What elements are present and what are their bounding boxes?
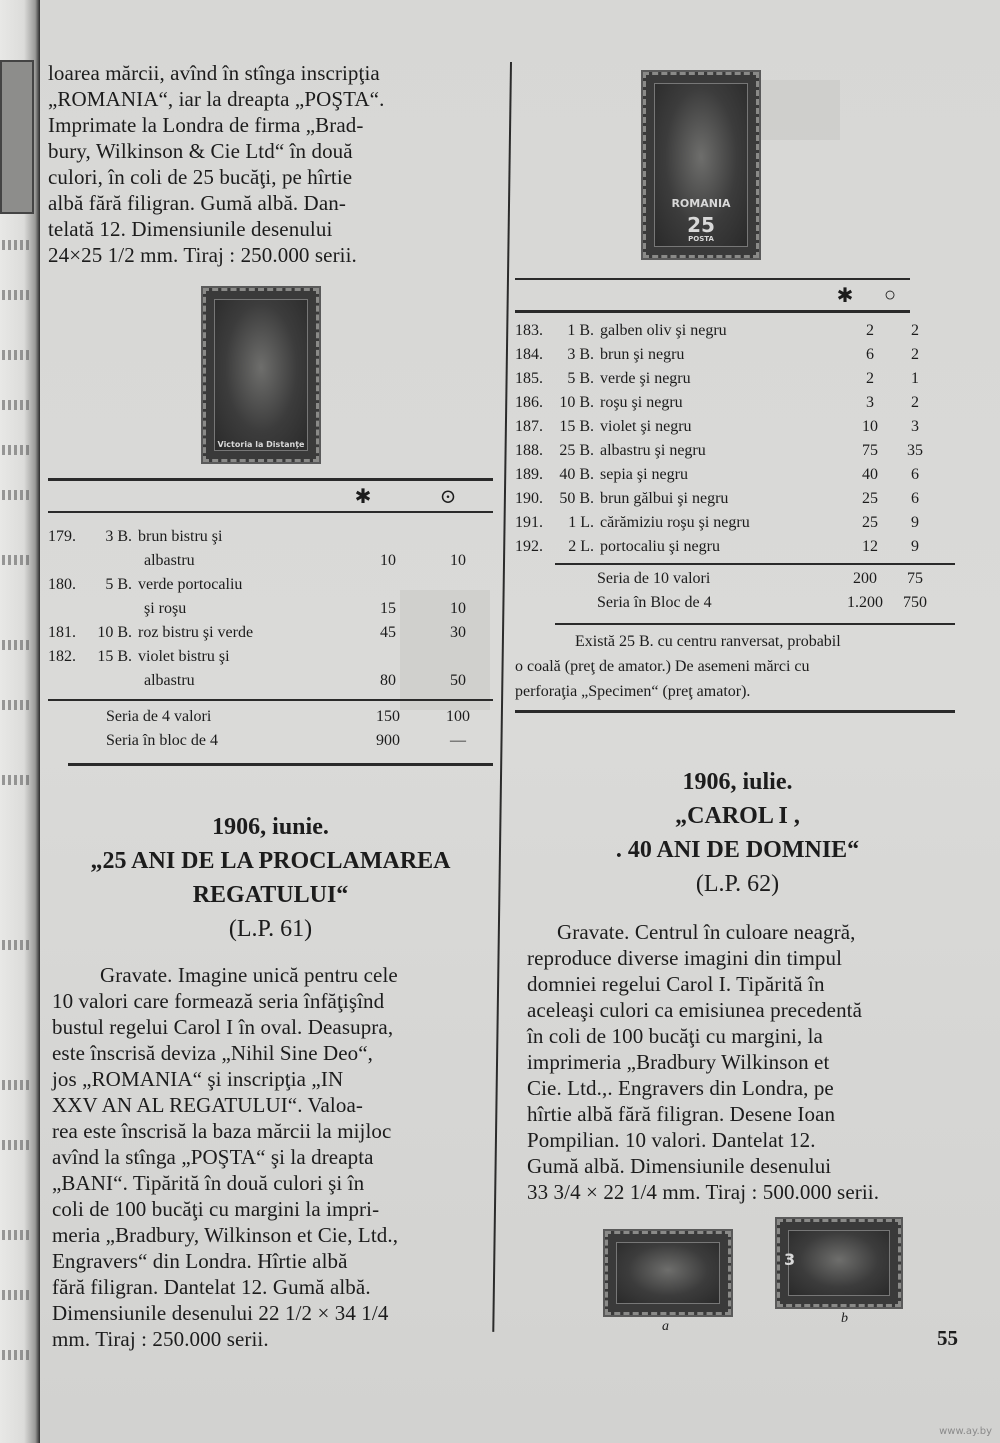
mint-column-header: ✱	[836, 284, 854, 307]
mint-total: 1.200	[847, 594, 883, 611]
face-value: 10 B.	[559, 394, 594, 411]
face-value: 40 B.	[559, 466, 594, 483]
face-value: 50 B.	[559, 490, 594, 507]
totals-row	[48, 729, 493, 753]
stamp-country: ROMANIA	[671, 197, 731, 210]
mint-price: 10	[380, 552, 396, 569]
totals-label: Seria de 10 valori	[597, 570, 711, 587]
table-row	[515, 487, 935, 511]
note-line: o coală (preţ de amator.) De asemeni mărci cu	[515, 658, 810, 675]
table-row	[515, 535, 935, 559]
text-line: hîrtie albă fără filigran. Desene Ioan	[527, 1102, 836, 1126]
used-price: 2	[911, 394, 919, 411]
previous-page-image	[0, 60, 34, 214]
text-line: Engravers“ din Londra. Hîrtie albă	[52, 1249, 348, 1273]
mint-price: 3	[866, 394, 874, 411]
text-line: „BANI“. Tipărită în două culori şi în	[52, 1171, 365, 1195]
face-value: 15 B.	[559, 418, 594, 435]
face-value: 2 L.	[568, 538, 594, 555]
face-value: 15 B.	[97, 648, 132, 665]
text-line: meria „Bradbury, Wilkinson et Cie, Ltd.,	[52, 1223, 399, 1247]
totals-row	[515, 591, 935, 615]
section-title: „CAROL I ,	[675, 803, 800, 829]
text-line: jos „ROMANIA“ şi inscripţia „IN	[52, 1067, 344, 1091]
color-description: brun şi negru	[600, 346, 685, 363]
catalog-number: 186.	[515, 394, 543, 411]
used-price: 10	[450, 552, 466, 569]
stamp-caption-a: a	[662, 1319, 669, 1334]
used-price: 6	[911, 490, 919, 507]
catalog-number: 181.	[48, 624, 76, 641]
text-fragment	[2, 555, 30, 565]
text-line: bustul regelui Carol I în oval. Deasupra,	[52, 1015, 394, 1039]
totals-rule	[48, 699, 493, 701]
table-row	[48, 621, 493, 645]
table-row	[515, 415, 935, 439]
table-row	[515, 463, 935, 487]
used-total: 100	[446, 708, 470, 725]
text-line: 33 3/4 × 22 1/4 mm. Tiraj : 500.000 serii.	[527, 1180, 880, 1204]
face-value: 25 B.	[559, 442, 594, 459]
mint-price: 80	[380, 672, 396, 689]
stamp-vignette	[214, 299, 308, 451]
table-row	[515, 439, 935, 463]
table-header	[48, 481, 493, 511]
color-description: roz bistru şi verde	[138, 624, 254, 641]
text-line: fără filigran. Dantelat 12. Gumă albă.	[52, 1275, 371, 1299]
stamp-image-a	[605, 1231, 731, 1315]
body-paragraph	[48, 962, 493, 1352]
table-row	[515, 391, 935, 415]
stamp-value: 3	[784, 1250, 796, 1269]
mint-price: 15	[380, 600, 396, 617]
stamp-image-victory	[203, 288, 319, 462]
catalog-number: 185.	[515, 370, 543, 387]
catalog-number: 179.	[48, 528, 76, 545]
mint-total: 150	[376, 708, 400, 725]
color-description: violet bistru şi albastru	[138, 648, 230, 689]
text-line: Cie. Ltd.,. Engravers din Londra, pe	[527, 1076, 834, 1100]
color-description: verde şi negru	[600, 370, 691, 387]
face-value: 1 L.	[568, 514, 594, 531]
text-fragment	[2, 400, 30, 410]
used-price: 3	[911, 418, 919, 435]
text-fragment	[2, 700, 30, 710]
table-row	[48, 645, 493, 693]
catalog-number: 191.	[515, 514, 543, 531]
used-price: 2	[911, 346, 919, 363]
text-line: Gravate. Imagine unică pentru cele	[100, 963, 398, 987]
face-value: 1 B.	[567, 322, 594, 339]
used-price: 2	[911, 322, 919, 339]
text-line: XXV AN AL REGATULUI“. Valoa-	[52, 1093, 363, 1117]
text-line: Imprimate la Londra de firma „Brad-	[48, 113, 364, 137]
text-fragment	[2, 1140, 30, 1150]
right-column	[515, 60, 975, 1341]
used-price: 10	[450, 600, 466, 617]
price-table-left	[48, 525, 493, 693]
catalog-number: 190.	[515, 490, 543, 507]
text-line: rea este înscrisă la baza mărcii la mijloc	[52, 1119, 392, 1143]
text-line: 10 valori care formează seria înfăţişînd	[52, 989, 385, 1013]
text-line: avînd la stînga „POŞTA“ şi la dreapta	[52, 1145, 374, 1169]
text-line: telată 12. Dimensiunile desenului	[48, 217, 333, 241]
mint-price: 12	[862, 538, 878, 555]
catalog-number: 180.	[48, 576, 76, 593]
text-line: culori, în coli de 25 bucăţi, pe hîrtie	[48, 165, 353, 189]
note-line: perforaţia „Specimen“ (preţ amator).	[515, 683, 751, 700]
table-row	[515, 343, 935, 367]
mint-price: 2	[866, 370, 874, 387]
notes-paragraph	[515, 629, 960, 704]
face-value: 5 B.	[567, 370, 594, 387]
totals-table-left	[48, 705, 493, 753]
stamp-caption-b: b	[841, 1311, 848, 1326]
table-row	[515, 319, 935, 343]
mint-price: 25	[862, 490, 878, 507]
color-description: verde portocaliu şi roşu	[138, 576, 243, 617]
mint-total: 200	[853, 570, 877, 587]
column-divider	[492, 62, 512, 1332]
used-price: 30	[450, 624, 466, 641]
mint-column-header: ✱	[354, 485, 372, 508]
table-row	[515, 367, 935, 391]
mint-price: 6	[866, 346, 874, 363]
used-price: 9	[911, 538, 919, 555]
used-total: —	[450, 732, 466, 749]
text-line: este înscrisă deviza „Nihil Sine Deo“,	[52, 1041, 374, 1065]
catalog-number: 187.	[515, 418, 543, 435]
text-line: aceleaşi culori ca emisiunea precedentă	[527, 998, 863, 1022]
section-title: „25 ANI DE LA PROCLAMAREA	[90, 848, 451, 874]
note-line: Există 25 B. cu centru ranversat, probabil	[575, 633, 841, 650]
used-price: 9	[911, 514, 919, 531]
intro-paragraph	[48, 60, 493, 268]
text-fragment	[2, 1230, 30, 1240]
section-title: REGATULUI“	[192, 882, 349, 908]
face-value: 5 B.	[105, 576, 132, 593]
color-description: cărămiziu roşu şi negru	[600, 514, 750, 531]
text-line: Gumă albă. Dimensiunile desenului	[527, 1154, 832, 1178]
table-row	[515, 511, 935, 535]
section-date: 1906, iunie.	[212, 814, 329, 840]
text-fragment	[2, 350, 30, 360]
text-fragment	[2, 940, 30, 950]
totals-label: Seria de 4 valori	[106, 708, 212, 725]
catalog-reference: (L.P. 62)	[695, 871, 780, 897]
color-description: galben oliv şi negru	[600, 322, 727, 339]
used-column-header: ○	[883, 283, 897, 306]
totals-row	[515, 567, 935, 591]
used-price: 6	[911, 466, 919, 483]
left-column	[48, 60, 493, 1352]
text-fragment	[2, 1350, 30, 1360]
table-header	[515, 280, 910, 310]
face-value: 3 B.	[105, 528, 132, 545]
text-line: bury, Wilkinson & Cie Ltd“ în două	[48, 139, 353, 163]
mint-price: 75	[862, 442, 878, 459]
totals-label: Seria în bloc de 4	[106, 732, 218, 749]
color-description: brun gălbui şi negru	[600, 490, 729, 507]
text-line: reproduce diverse imagini din timpul	[527, 946, 843, 970]
catalog-reference: (L.P. 61)	[228, 916, 313, 942]
text-fragment	[2, 290, 30, 300]
mint-price: 2	[866, 322, 874, 339]
catalog-number: 189.	[515, 466, 543, 483]
mint-price: 45	[380, 624, 396, 641]
stamp-image-25-bani	[643, 72, 759, 258]
mint-price: 10	[862, 418, 878, 435]
body-paragraph	[515, 919, 967, 1205]
mint-price: 40	[862, 466, 878, 483]
catalog-page	[40, 0, 1000, 1443]
face-value: 3 B.	[567, 346, 594, 363]
text-line: Pompilian. 10 valori. Dantelat 12.	[527, 1128, 816, 1152]
catalog-number: 184.	[515, 346, 543, 363]
text-line: în coli de 100 bucăţi cu margini, la	[527, 1024, 823, 1048]
page-number: 55	[937, 1326, 958, 1350]
color-description: brun bistru şi albastru	[138, 528, 223, 569]
text-line: Gravate. Centrul în culoare neagră,	[557, 920, 856, 944]
text-line: mm. Tiraj : 250.000 serii.	[52, 1327, 269, 1351]
color-description: sepia şi negru	[600, 466, 688, 483]
totals-row	[48, 705, 493, 729]
color-description: portocaliu şi negru	[600, 538, 720, 555]
text-fragment	[2, 1080, 30, 1090]
price-table-right	[515, 319, 935, 559]
text-fragment	[2, 445, 30, 455]
face-value: 10 B.	[97, 624, 132, 641]
text-line: imprimeria „Bradbury Wilkinson et	[527, 1050, 830, 1074]
color-description: albastru şi negru	[600, 442, 706, 459]
text-line: 24×25 1/2 mm. Tiraj : 250.000 serii.	[48, 243, 357, 267]
used-price: 1	[911, 370, 919, 387]
totals-table-right	[515, 567, 935, 615]
stamp-vignette	[616, 1242, 720, 1304]
text-line: albă fără filigran. Gumă albă. Dan-	[48, 191, 346, 215]
stamp-posta: POSTA	[688, 235, 714, 243]
table-row	[48, 525, 493, 573]
catalog-number: 182.	[48, 648, 76, 665]
watermark: www.ay.by	[939, 1426, 992, 1437]
used-price: 50	[450, 672, 466, 689]
text-fragment	[2, 775, 30, 785]
stamp-pair	[515, 1231, 975, 1341]
catalog-number: 188.	[515, 442, 543, 459]
totals-label: Seria în Bloc de 4	[597, 594, 712, 611]
stamp-image-b	[777, 1219, 901, 1307]
previous-page-edge	[0, 0, 40, 1443]
text-fragment	[2, 640, 30, 650]
totals-rule	[555, 563, 955, 565]
text-fragment	[2, 1290, 30, 1300]
section-title: . 40 ANI DE DOMNIE“	[615, 837, 860, 863]
text-line: domniei regelui Carol I. Tipărită în	[527, 972, 825, 996]
text-line: „ROMANIA“, iar la dreapta „POŞTA“.	[48, 87, 385, 111]
mint-price: 25	[862, 514, 878, 531]
stamp-value: 25	[687, 213, 715, 237]
text-line: loarea mărcii, avînd în stînga inscripţia	[48, 61, 380, 85]
mint-total: 900	[376, 732, 400, 749]
text-line: coli de 100 bucăţi cu margini la impri-	[52, 1197, 380, 1221]
text-line: Dimensiunile desenului 22 1/2 × 34 1/4	[52, 1301, 389, 1325]
used-column-header: ⊙	[439, 485, 457, 508]
section-date: 1906, iulie.	[682, 769, 793, 795]
color-description: roşu şi negru	[600, 394, 683, 411]
catalog-number: 183.	[515, 322, 543, 339]
used-total: 75	[907, 570, 923, 587]
used-price: 35	[907, 442, 923, 459]
catalog-number: 192.	[515, 538, 543, 555]
text-fragment	[2, 490, 30, 500]
text-fragment	[2, 240, 30, 250]
table-row	[48, 573, 493, 621]
color-description: violet şi negru	[600, 418, 692, 435]
stamp-caption: Victoria la Distanţe	[217, 440, 305, 449]
used-total: 750	[903, 594, 927, 611]
